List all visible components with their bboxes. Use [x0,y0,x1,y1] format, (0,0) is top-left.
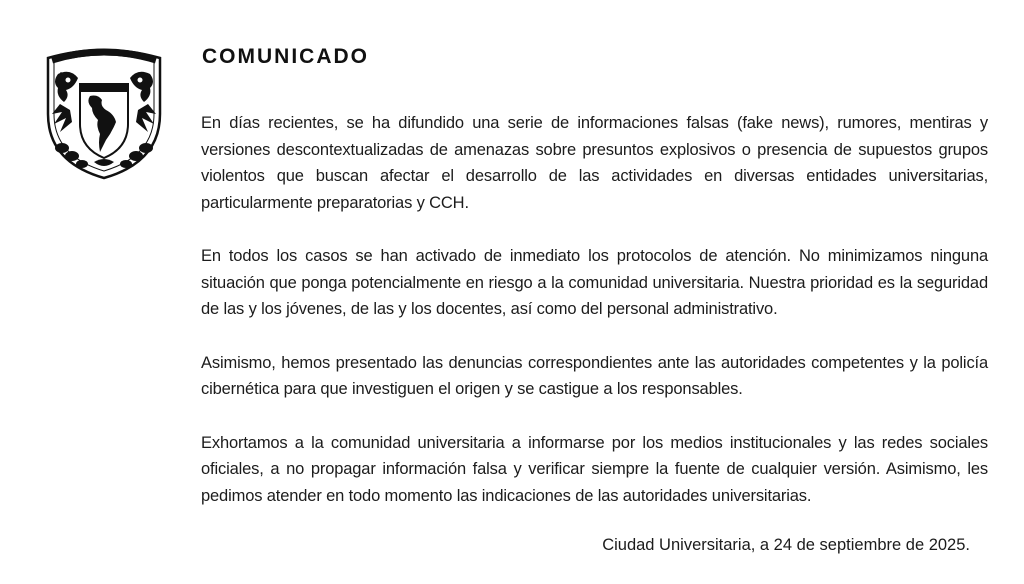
paragraph: Exhortamos a la comunidad universitaria a informarse por los medios institucionales y las redes sociales oficiales, a no propagar información falsa y verificar siempre la fuente de cualquier versión. Asimismo, les pedimos atender en todo momento las indicaciones de las autoridades universitarias. [201,433,988,505]
unam-seal-icon [40,44,168,182]
paragraph: En días recientes, se ha difundido una serie de informaciones falsas (fake news), rumores, mentiras y versiones descontextualizadas de amenazas sobre presuntos explosivos o presencia de supuestos grupos violentos que buscan afectar el desarrollo de las actividades en diversas entidades universitarias, particularmente preparatorias y CCH. [201,114,988,212]
place-date-signoff: Ciudad Universitaria, a 24 de septiembre de 2025. [602,536,970,554]
page-title: COMUNICADO [202,45,369,68]
paragraph: En todos los casos se han activado de inmediato los protocolos de atención. No minimizamos ninguna situación que ponga potencialmente en riesgo a la comunidad universitaria. Nuestra prioridad es la seguridad de las y los jóvenes, de las y los docentes, así como del personal administrativo. [201,247,988,318]
paragraph: Asimismo, hemos presentado las denuncias correspondientes ante las autoridades competentes y la policía cibernética para que investiguen el origen y se castigue a los responsables. [201,353,988,398]
communique-body [201,110,988,536]
